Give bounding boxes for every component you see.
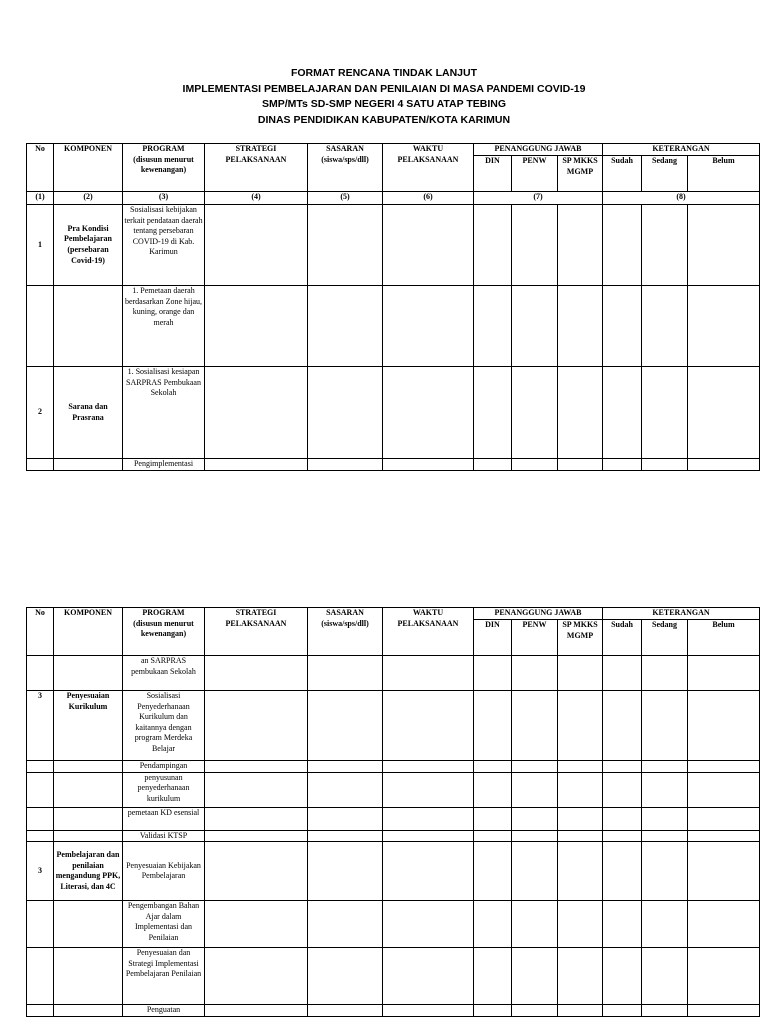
program-cell: Pengembangan Bahan Ajar dalam Implementasi dan Penilaian (123, 901, 205, 948)
komponen-cell: Penyesuaian Kurikulum (54, 691, 123, 761)
col-keterangan-header: KETERANGAN (603, 608, 760, 620)
col-belum-header: Belum (688, 156, 760, 192)
plan-table-1 (26, 143, 760, 471)
header-row (27, 144, 760, 156)
table-row (27, 656, 760, 691)
number-cell: (1) (27, 192, 54, 205)
col-strategi-header: STRATEGI PELAKSANAAN (205, 608, 308, 656)
col-sudah-header: Sudah (603, 156, 642, 192)
col-komponen-header: KOMPONEN (54, 144, 123, 192)
table-row (27, 761, 760, 773)
komponen-cell: Pra Kondisi Pembelajaran (persebaran Covid-19) (54, 205, 123, 286)
col-penanggung-jawab-header: PENANGGUNG JAWAB (474, 144, 603, 156)
program-cell: Sosialisasi Penyederhanaan Kurikulum dan kaitannya dengan program Merdeka Belajar (123, 691, 205, 761)
table-row (27, 205, 760, 286)
col-komponen-header: KOMPONEN (54, 608, 123, 656)
col-penw-header: PENW (512, 156, 558, 192)
table-row (27, 367, 760, 459)
table-row (27, 1005, 760, 1017)
table-row (27, 772, 760, 807)
number-cell: (7) (474, 192, 603, 205)
number-cell: (4) (205, 192, 308, 205)
komponen-cell: Sarana dan Prasrana (54, 367, 123, 459)
table-row (27, 459, 760, 471)
table-row (27, 286, 760, 367)
col-no-header: No (27, 608, 54, 656)
table-row (27, 691, 760, 761)
col-din-header: DIN (474, 156, 512, 192)
number-cell: (2) (54, 192, 123, 205)
table-row (27, 948, 760, 1005)
table-row (27, 901, 760, 948)
col-belum-header: Belum (688, 620, 760, 656)
program-cell: Penguatan (123, 1005, 205, 1017)
row-number: 3 (27, 842, 54, 901)
table-row (27, 807, 760, 830)
plan-table-2 (26, 607, 760, 1017)
col-sedang-header: Sedang (642, 620, 688, 656)
col-din-header: DIN (474, 620, 512, 656)
number-cell: (5) (308, 192, 383, 205)
col-waktu-header: WAKTU PELAKSANAAN (383, 144, 474, 192)
col-keterangan-header: KETERANGAN (603, 144, 760, 156)
program-cell: an SARPRAS pembukaan Sekolah (123, 656, 205, 691)
header-row (27, 608, 760, 620)
program-cell: Penyesuaian Kebijakan Pembelajaran (123, 842, 205, 901)
number-cell: (8) (603, 192, 760, 205)
table-row (27, 842, 760, 901)
row-number: 2 (27, 367, 54, 459)
program-cell: Sosialisasi kebijakan terkait pendataan daerah tentang persebaran COVID-19 di Kab. Karimun (123, 205, 205, 286)
program-cell: Penyesuaian dan Strategi Implementasi Pembelajaran Penilaian (123, 948, 205, 1005)
col-sedang-header: Sedang (642, 156, 688, 192)
numbering-row (27, 192, 760, 205)
program-cell: pemetaan KD esensial (123, 807, 205, 830)
col-program-header: PROGRAM (disusun menurut kewenangan) (123, 608, 205, 656)
document-title-block (0, 66, 768, 128)
program-cell: Pendampingan (123, 761, 205, 773)
col-waktu-header: WAKTU PELAKSANAAN (383, 608, 474, 656)
col-sudah-header: Sudah (603, 620, 642, 656)
col-program-header: PROGRAM (disusun menurut kewenangan) (123, 144, 205, 192)
komponen-cell: Pembelajaran dan penilaian mengandung PPK, Literasi, dan 4C (54, 842, 123, 901)
col-sasaran-header: SASARAN (siswa/sps/dll) (308, 144, 383, 192)
row-number: 3 (27, 691, 54, 761)
program-cell: 1. Pemetaan daerah berdasarkan Zone hijau, kuning, orange dan merah (123, 286, 205, 367)
program-cell: 1. Sosialisasi kesiapan SARPRAS Pembukaan Sekolah (123, 367, 205, 459)
program-cell: penyusunan penyederhanaan kurikulum (123, 772, 205, 807)
title-line-4: DINAS PENDIDIKAN KABUPATEN/KOTA KARIMUN (257, 113, 511, 126)
number-cell: (6) (383, 192, 474, 205)
title-line-1: FORMAT RENCANA TINDAK LANJUT (290, 67, 478, 79)
col-no-header: No (27, 144, 54, 192)
col-sasaran-header: SASARAN (siswa/sps/dll) (308, 608, 383, 656)
col-strategi-header: STRATEGI PELAKSANAAN (205, 144, 308, 192)
title-line-3: SMP/MTs SD-SMP NEGERI 4 SATU ATAP TEBING (261, 98, 507, 110)
title-line-2: IMPLEMENTASI PEMBELAJARAN DAN PENILAIAN DI MASA PANDEMI COVID-19 (182, 82, 586, 95)
col-sp-header: SP MKKS MGMP (558, 620, 603, 656)
col-penanggung-jawab-header: PENANGGUNG JAWAB (474, 608, 603, 620)
col-sp-header: SP MKKS MGMP (558, 156, 603, 192)
col-penw-header: PENW (512, 620, 558, 656)
number-cell: (3) (123, 192, 205, 205)
program-cell: Pengimplementasi (123, 459, 205, 471)
table-row (27, 830, 760, 842)
row-number: 1 (27, 205, 54, 286)
program-cell: Validasi KTSP (123, 830, 205, 842)
